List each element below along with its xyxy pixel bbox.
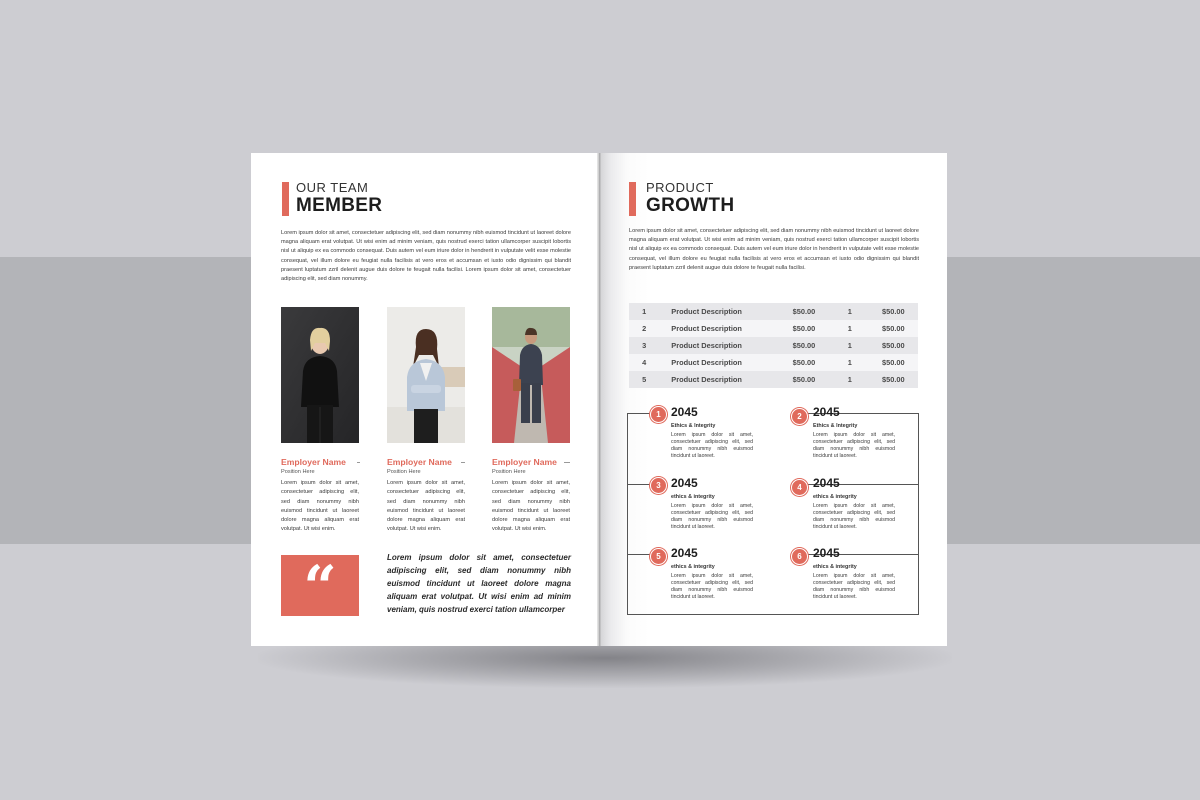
member-2-position: Position Here (387, 469, 421, 475)
heading-accent-bar (629, 182, 636, 216)
timeline-tick (627, 554, 650, 555)
table-row (629, 320, 918, 337)
row-qty: 1 (831, 303, 869, 320)
member-1-divider (357, 462, 360, 463)
row-description: Product Description (659, 354, 777, 371)
timeline-subtitle-4: ethics & integrity (813, 494, 857, 500)
member-photo-3 (492, 307, 570, 443)
member-2-name: Employer Name (387, 457, 452, 467)
timeline-node-5: 5 (650, 548, 667, 565)
person-2-illustration (387, 307, 465, 443)
row-total: $50.00 (869, 303, 918, 320)
timeline-year-2: 2045 (813, 405, 840, 419)
row-qty: 1 (831, 354, 869, 371)
timeline-right-line (918, 413, 919, 615)
timeline-node-2: 2 (791, 408, 808, 425)
timeline-subtitle-3: ethics & integrity (671, 494, 715, 500)
row-index: 3 (629, 337, 659, 354)
person-3-illustration (492, 307, 570, 443)
timeline-year-1: 2045 (671, 405, 698, 419)
member-1-name: Employer Name (281, 457, 346, 467)
timeline-subtitle-1: Ethics & Integrity (671, 423, 716, 429)
row-description: Product Description (659, 371, 777, 388)
timeline-subtitle-2: Ethics & Integrity (813, 423, 858, 429)
timeline-year-5: 2045 (671, 546, 698, 560)
timeline-node-4: 4 (791, 479, 808, 496)
growth-intro-text: Lorem ipsum dolor sit amet, consectetuer adipiscing elit, sed diam nonummy nibh euismod tincidunt ut laoreet dolore magna aliquam erat volutpat. Ut wisi enim ad minim veniam, quis nostrud exerci tation ullamcorper suscipit lobortis nisl ut aliquip ex ea commodo consequat. Duis autem vel eum iriure dolor in hendrerit in vulputate velit esse molestie consequat, vel illum dolore eu feugiat nulla facilisis at vero eros et accumsan et iusto odio dignissim qui blandit praesent luptatum zzril delenit augue duis dolore te feugait nulla facilisi. (629, 228, 919, 271)
timeline-node-3: 3 (650, 477, 667, 494)
table-row (629, 303, 918, 320)
timeline-text-6: Lorem ipsum dolor sit amet, consectetuer adipiscing elit, sed diam nonummy nibh euismod tincidunt ut laoreet. (813, 573, 895, 600)
heading-accent-bar (282, 182, 289, 216)
timeline-tick (627, 413, 650, 414)
timeline-subtitle-6: ethics & integrity (813, 564, 857, 570)
member-3-name: Employer Name (492, 457, 557, 467)
member-3-divider (564, 462, 570, 463)
timeline-text-3: Lorem ipsum dolor sit amet, consectetuer adipiscing elit, sed diam nonummy nibh euismod tincidunt ut laoreet. (671, 503, 753, 530)
row-description: Product Description (659, 320, 777, 337)
timeline-left-line (627, 413, 628, 615)
table-row (629, 337, 918, 354)
row-index: 1 (629, 303, 659, 320)
row-total: $50.00 (869, 354, 918, 371)
growth-heading-big: GROWTH (646, 195, 735, 216)
timeline-node-6: 6 (791, 548, 808, 565)
team-intro-text: Lorem ipsum dolor sit amet, consectetuer adipiscing elit, sed diam nonummy nibh euismod tincidunt ut laoreet dolore magna aliquam erat volutpat. Ut wisi enim ad minim veniam, quis nostrud exerci tation ullamcorper suscipit lobortis nisl ut aliquip ex ea commodo consequat. Duis autem vel eum iriure dolor in hendrerit in vulputate velit esse molestie consequat, vel illum dolore eu feugiat nulla facilisis at vero eros et accumsan et iusto odio dignissim qui blandit praesent luptatum zzril delenit augue duis dolore te feugait nulla facilisi. Lorem ipsum dolor sit amet, consectetuer adipiscing elit, sed diam nonummy. (281, 230, 571, 283)
quote-box (281, 553, 359, 621)
member-2-divider (461, 462, 465, 463)
quote-icon: “ (303, 553, 337, 621)
row-index: 5 (629, 371, 659, 388)
row-price: $50.00 (777, 337, 831, 354)
row-total: $50.00 (869, 337, 918, 354)
row-price: $50.00 (777, 303, 831, 320)
timeline-year-4: 2045 (813, 476, 840, 490)
member-1-position: Position Here (281, 469, 315, 475)
table-row (629, 354, 918, 371)
brochure-spine (597, 153, 601, 646)
member-1-text: Lorem ipsum dolor sit amet, consectetuer adipiscing elit, sed diam nonummy nibh euismod tincidunt ut laoreet dolore magna aliquam erat volutpat. Ut wisi enim. (281, 480, 359, 533)
row-qty: 1 (831, 320, 869, 337)
timeline-text-2: Lorem ipsum dolor sit amet, consectetuer adipiscing elit, sed diam nonummy nibh euismod tincidunt ut laoreet. (813, 432, 895, 459)
left-page (251, 153, 599, 646)
quote-text: Lorem ipsum dolor sit amet, consectetuer adipiscing elit, sed diam nonummy nibh euismod tincidunt ut laoreet dolore magna aliquam erat volutpat. Ut wisi enim ad minim veniam, quis nostrud exerci tation ullamcorper (387, 553, 571, 614)
row-description: Product Description (659, 337, 777, 354)
member-3-text: Lorem ipsum dolor sit amet, consectetuer adipiscing elit, sed diam nonummy nibh euismod tincidunt ut laoreet dolore magna aliquam erat volutpat. Ut wisi enim. (492, 480, 570, 533)
timeline-bottom-line (627, 614, 918, 615)
row-price: $50.00 (777, 320, 831, 337)
timeline-text-1: Lorem ipsum dolor sit amet, consectetuer adipiscing elit, sed diam nonummy nibh euismod tincidunt ut laoreet. (671, 432, 753, 459)
row-price: $50.00 (777, 354, 831, 371)
table-row (629, 371, 918, 388)
timeline-tick (627, 484, 650, 485)
timeline-year-3: 2045 (671, 476, 698, 490)
timeline-text-5: Lorem ipsum dolor sit amet, consectetuer adipiscing elit, sed diam nonummy nibh euismod tincidunt ut laoreet. (671, 573, 753, 600)
row-total: $50.00 (869, 320, 918, 337)
row-index: 4 (629, 354, 659, 371)
row-index: 2 (629, 320, 659, 337)
timeline-year-6: 2045 (813, 546, 840, 560)
person-1-illustration (281, 307, 359, 443)
timeline-subtitle-5: ethics & integrity (671, 564, 715, 570)
member-3-position: Position Here (492, 469, 526, 475)
right-page (599, 153, 947, 646)
growth-heading-small: PRODUCT (646, 180, 714, 195)
member-photo-2 (387, 307, 465, 443)
member-2-text: Lorem ipsum dolor sit amet, consectetuer adipiscing elit, sed diam nonummy nibh euismod tincidunt ut laoreet dolore magna aliquam erat volutpat. Ut wisi enim. (387, 480, 465, 533)
product-table (629, 303, 918, 388)
row-qty: 1 (831, 371, 869, 388)
row-price: $50.00 (777, 371, 831, 388)
team-heading-small: OUR TEAM (296, 180, 369, 195)
row-qty: 1 (831, 337, 869, 354)
timeline-node-1: 1 (650, 406, 667, 423)
row-total: $50.00 (869, 371, 918, 388)
member-photo-1 (281, 307, 359, 443)
team-heading-big: MEMBER (296, 195, 383, 216)
timeline-text-4: Lorem ipsum dolor sit amet, consectetuer adipiscing elit, sed diam nonummy nibh euismod tincidunt ut laoreet. (813, 503, 895, 530)
row-description: Product Description (659, 303, 777, 320)
